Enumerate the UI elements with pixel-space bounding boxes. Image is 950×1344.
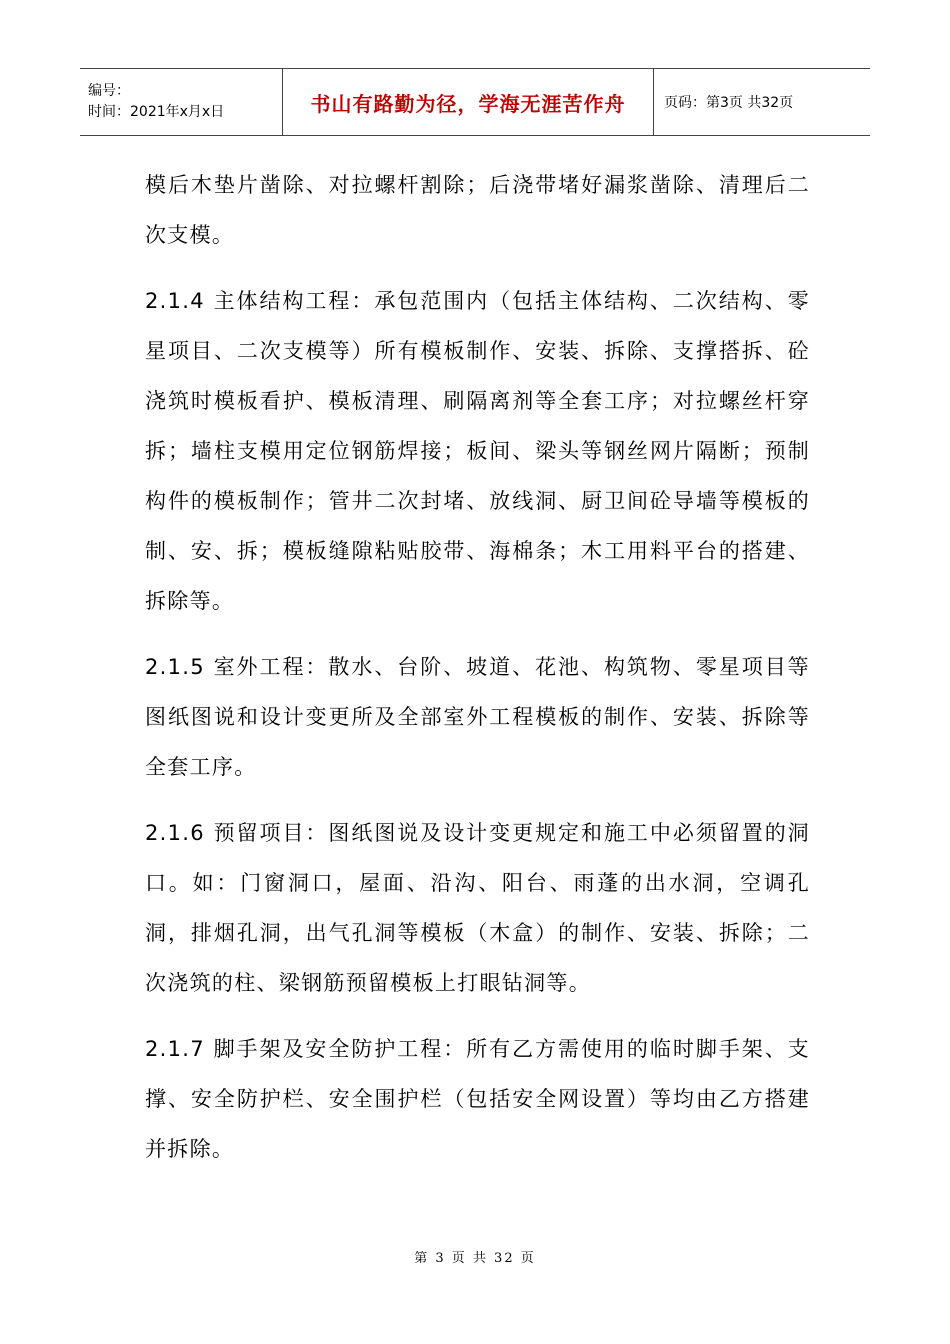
paragraph-2-1-4: 2.1.4 主体结构工程：承包范围内（包括主体结构、二次结构、零星项目、二次支模等）所有模板制作、安装、拆除、支撑搭拆、砼浇筑时模板看护、模板清理、刷隔离剂等全套工序；对拉螺丝杆穿拆；墙柱支模用定位钢筋焊接；板间、梁头等钢丝网片隔断；预制构件的模板制作；管井二次封堵、放线洞、厨卫间砼导墙等模板的制、安、拆；模板缝隙粘贴胶带、海棉条；木工用料平台的搭建、拆除等。 (145, 289, 810, 613)
page-header (80, 68, 870, 136)
document-date-label: 时间：2021年x月x日 (88, 104, 225, 120)
header-page-info (654, 69, 870, 135)
footer-page-number: 第 3 页 共 32 页 (414, 1251, 536, 1266)
paragraph-2-1-5: 2.1.5 室外工程：散水、台阶、坡道、花池、构筑物、零星项目等图纸图说和设计变更所及全部室外工程模板的制作、安装、拆除等全套工序。 (145, 655, 810, 779)
paragraph-2-1-7: 2.1.7 脚手架及安全防护工程：所有乙方需使用的临时脚手架、支撑、安全防护栏、安全围护栏（包括安全网设置）等均由乙方搭建并拆除。 (145, 1037, 810, 1161)
motto-text: 书山有路勤为径，学海无涯苦作舟 (310, 91, 626, 116)
paragraph-2-1-6: 2.1.6 预留项目：图纸图说及设计变更规定和施工中必须留置的洞口。如：门窗洞口，屋面、沿沟、阳台、雨蓬的出水洞，空调孔洞，排烟孔洞，出气孔洞等模板（木盒）的制作、安装、拆除；二次浇筑的柱、梁钢筋预留模板上打眼钻洞等。 (145, 821, 810, 995)
header-meta (80, 69, 282, 135)
header-motto (282, 69, 654, 135)
paragraph: 模后木垫片凿除、对拉螺杆割除；后浇带堵好漏浆凿除、清理后二次支模。 (145, 173, 810, 247)
header-page-number: 页码：第3页 共32页 (664, 95, 794, 111)
document-number-label: 编号： (88, 83, 130, 99)
page-footer (0, 1247, 950, 1266)
document-body (145, 160, 810, 1190)
